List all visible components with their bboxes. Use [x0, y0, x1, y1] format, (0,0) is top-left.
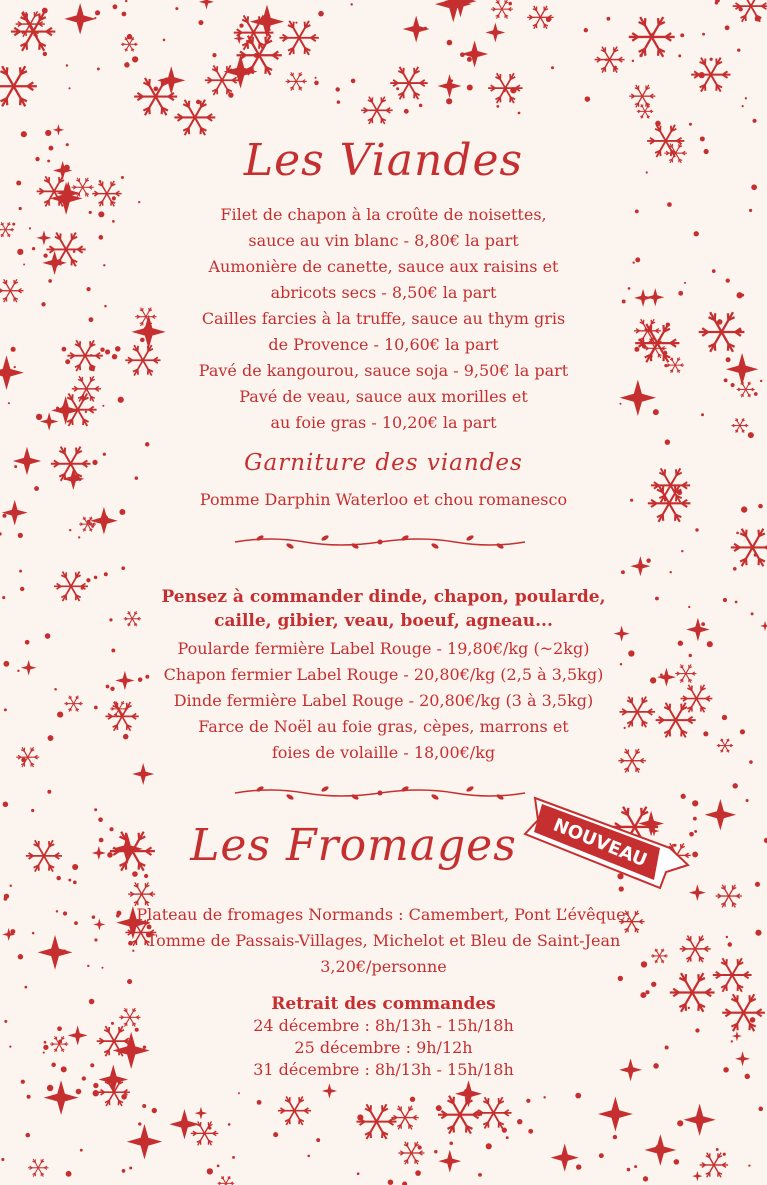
vine-divider [230, 783, 530, 803]
list-item: Farce de Noël au foie gras, cèpes, marrons et [198, 717, 569, 736]
list-item: 25 décembre : 9h/12h [294, 1038, 473, 1057]
viandes-list [0, 202, 767, 436]
list-item: Cailles farcies à la truffe, sauce au thym gris [201, 309, 566, 328]
list-item: abricots secs - 8,50€ la part [270, 283, 497, 302]
list-item: Tomme de Passais-Villages, Michelot et Bleu de Saint-Jean [146, 931, 621, 950]
commander-list [0, 636, 767, 766]
retrait-title: Retrait des commandes [271, 994, 496, 1014]
list-item: Pavé de veau, sauce aux morilles et [239, 387, 528, 406]
list-item: foies de volaille - 18,00€/kg [271, 743, 496, 762]
list-item: Pavé de kangourou, sauce soja - 9,50€ la part [198, 361, 569, 380]
commander-heading-line: caille, gibier, veau, boeuf, agneau... [214, 611, 553, 631]
commander-heading [0, 585, 767, 633]
list-item: Poularde fermière Label Rouge - 19,80€/kg (~2kg) [177, 639, 590, 658]
list-item: 3,20€/personne [320, 957, 447, 976]
list-item: Chapon fermier Label Rouge - 20,80€/kg (2,5 à 3,5kg) [163, 665, 604, 684]
nouveau-ribbon [520, 790, 690, 890]
vine-divider [230, 532, 530, 552]
list-item: 24 décembre : 8h/13h - 15h/18h [253, 1016, 514, 1035]
list-item: Plateau de fromages Normands : Camembert, Pont L’évêque, [136, 905, 631, 924]
fromages-text [0, 902, 767, 980]
list-item: Filet de chapon à la croûte de noisettes, [220, 205, 547, 224]
garniture-title: Garniture des viandes [244, 450, 523, 476]
list-item: sauce au vin blanc - 8,80€ la part [248, 231, 519, 250]
list-item: de Provence - 10,60€ la part [268, 335, 499, 354]
list-item: Dinde fermière Label Rouge - 20,80€/kg (3 à 3,5kg) [173, 691, 594, 710]
list-item: au foie gras - 10,20€ la part [270, 413, 497, 432]
commander-heading-line: Pensez à commander dinde, chapon, poularde, [161, 587, 606, 607]
fromages-title: Les Fromages [190, 820, 517, 871]
nouveau-badge: NOUVEAU [550, 814, 650, 872]
retrait-hours [0, 1015, 767, 1081]
list-item: Aumonière de canette, sauce aux raisins et [208, 257, 559, 276]
garniture-text: Pomme Darphin Waterloo et chou romanesco [199, 490, 568, 509]
list-item: 31 décembre : 8h/13h - 15h/18h [253, 1060, 514, 1079]
viandes-title: Les Viandes [243, 135, 524, 186]
